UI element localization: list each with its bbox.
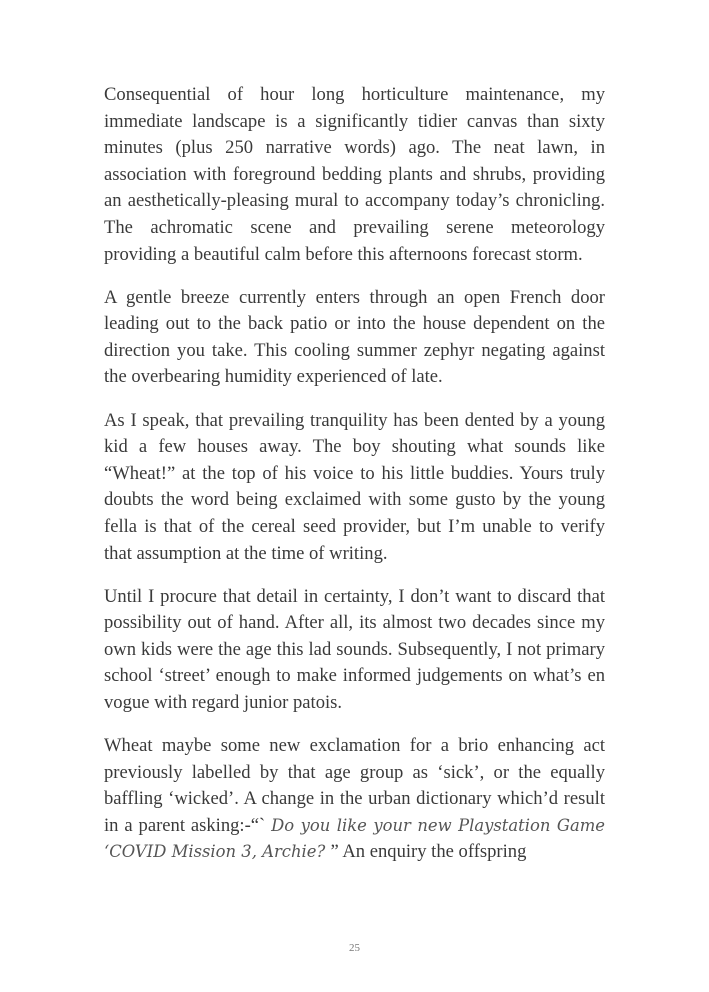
paragraph: A gentle breeze currently enters through an open French door leading out to the back patio or into the house dependent on the direction you take. This cooling summer zephyr negating against the overbearing humidity experienced of late. xyxy=(104,286,605,388)
paragraph-text: Wheat maybe some new exclamation for a brio enhancing act previously labelled by that age group as ‘sick’, or the equally baffling ‘wicked’. A change in the urban dictionary which’d result in a parent asking:-“` xyxy=(104,735,605,836)
paragraph: As I speak, that prevailing tranquility has been dented by a young kid a few houses away. The boy shouting what sounds like “Wheat!” at the top of his voice to his little buddies. Yours truly doubts the word being exclaimed with some gusto by the young fella is that of the cereal seed provider, but I’m unable to verify that assumption at the time of writing. xyxy=(104,409,605,564)
page-body xyxy=(104,82,605,883)
paragraph: Until I procure that detail in certainty, I don’t want to discard that possibility out of hand. After all, its almost two decades since my own kids were the age this lad sounds. Subsequently, I not primary school ‘street’ enough to make informed judgements on what’s en vogue with regard junior patois. xyxy=(104,585,605,713)
paragraph: Consequential of hour long horticulture maintenance, my immediate landscape is a significantly tidier canvas than sixty minutes (plus 250 narrative words) ago. The neat lawn, in association with foreground bedding plants and shrubs, providing an aesthetically-pleasing mural to accompany today’s chronicling. The achromatic scene and prevailing serene meteorology providing a beautiful calm before this afternoons forecast storm. xyxy=(104,84,605,265)
page-number: 25 xyxy=(349,942,360,954)
italic-quote: Do you like your new Playstation Game ‘COVID Mission 3, Archie? xyxy=(104,815,605,862)
paragraph xyxy=(104,733,605,866)
paragraph-text: ” An enquiry the offspring xyxy=(330,841,527,863)
